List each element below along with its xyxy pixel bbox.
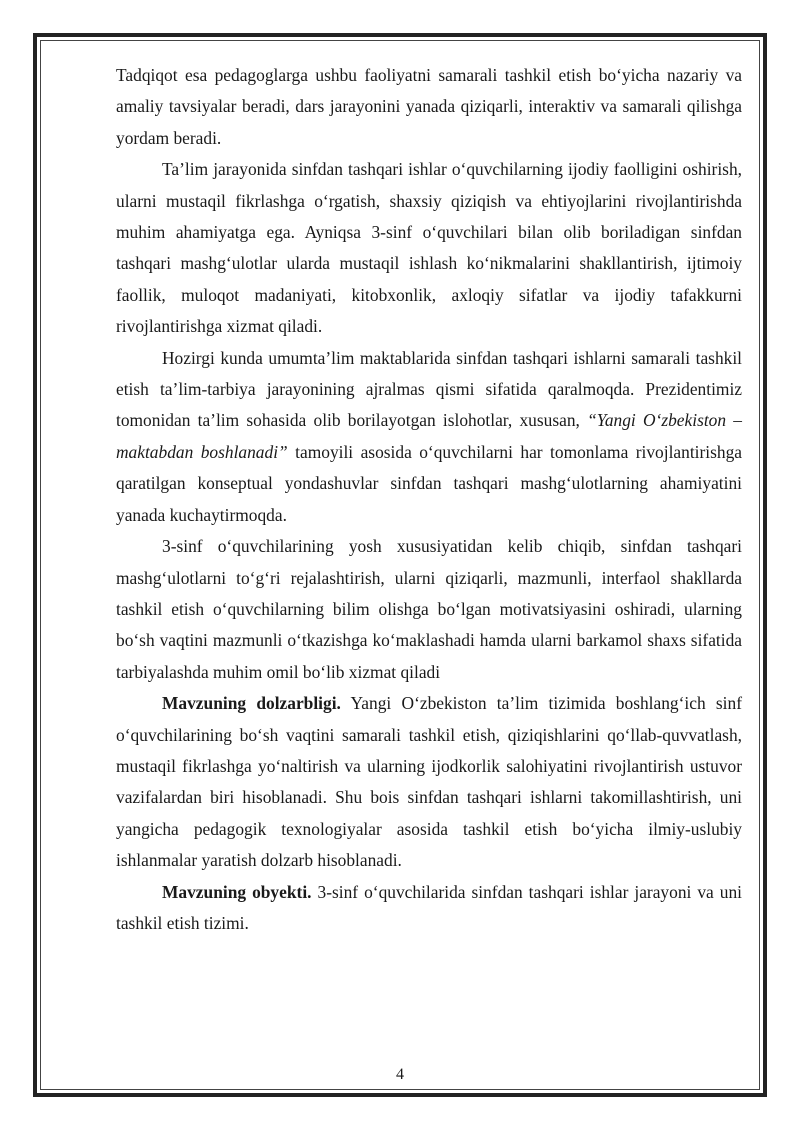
object-text: 3-sinf o‘quvchilarida sinfdan tashqari ishlar jarayoni va uni tashkil etish tizimi. xyxy=(116,881,742,933)
paragraph-3-text-a: Hozirgi kunda umumta’lim maktablarida sinfdan tashqari ishlarni samarali tashkil etish ta’lim-tarbiya jarayonining ajralmas qismi sifatida qaralmoqda. Prezidentimiz tomonidan ta’lim sohasida olib borilayotgan islohotlar, xususan, xyxy=(116,347,742,431)
relevance-heading: Mavzuning dolzarbligi. xyxy=(162,693,341,714)
page-number: 4 xyxy=(396,1066,404,1083)
paragraph-3-text-b: tamoyili asosida o‘quvchilarni har tomonlama rivojlantirishga qaratilgan konseptual yondashuvlar sinfdan tashqari mashg‘ulotlarning ahamiyatini yanada kuchaytirmoqda. xyxy=(116,441,742,525)
object-heading: Mavzuning obyekti. xyxy=(162,881,312,902)
paragraph-object xyxy=(116,877,742,940)
paragraph-3 xyxy=(116,343,742,531)
slogan-quote: “Yangi O‘zbekiston – maktabdan boshlanadi” xyxy=(116,410,742,462)
paragraph-relevance xyxy=(116,688,742,876)
document-body xyxy=(116,60,742,939)
paragraph-1: Tadqiqot esa pedagoglarga ushbu faoliyatni samarali tashkil etish bo‘yicha nazariy va amaliy tavsiyalar beradi, dars jarayonini yanada qiziqarli, interaktiv va samarali qilishga yordam beradi. xyxy=(116,65,742,148)
relevance-text: Yangi O‘zbekiston ta’lim tizimida boshlang‘ich sinf o‘quvchilarining bo‘sh vaqtini samarali tashkil etish, qiziqishlarini qo‘llab-quvvatlash, mustaqil fikrlashga yo‘naltirish va ularning ijodkorlik salohiyatini rivojlantirish ustuvor vazifalardan biri hisoblanadi. Shu bois sinfdan tashqari ishlarni takomillashtirish, uni yangicha pedagogik texnologiyalar asosida tashkil etish bo‘yicha ilmiy-uslubiy ishlanmalar yaratish dolzarb hisoblanadi. xyxy=(116,693,742,871)
paragraph-4: 3-sinf o‘quvchilarining yosh xususiyatidan kelib chiqib, sinfdan tashqari mashg‘ulotlarni to‘g‘ri rejalashtirish, ularni qiziqarli, mazmunli, interfaol shakllarda tashkil etish o‘quvchilarning bilim olishga bo‘lgan motivatsiyasini oshiradi, ularning bo‘sh vaqtini mazmunli o‘tkazishga ko‘maklashadi hamda ularni barkamol shaxs sifatida tarbiyalashda muhim omil bo‘lib xizmat qiladi xyxy=(116,536,742,682)
paragraph-2: Ta’lim jarayonida sinfdan tashqari ishlar o‘quvchilarning ijodiy faolligini oshirish, ularni mustaqil fikrlashga o‘rgatish, shaxsiy qiziqish va ehtiyojlarini rivojlantirishda muhim ahamiyatga ega. Ayniqsa 3-sinf o‘quvchilari bilan olib boriladigan sinfdan tashqari mashg‘ulotlar ularda mustaqil ishlash ko‘nikmalarini shakllantirish, ijtimoiy faollik, muloqot madaniyati, kitobxonlik, axloqiy sifatlar va ijodiy tafakkurni rivojlantirishga xizmat qiladi. xyxy=(116,159,742,337)
